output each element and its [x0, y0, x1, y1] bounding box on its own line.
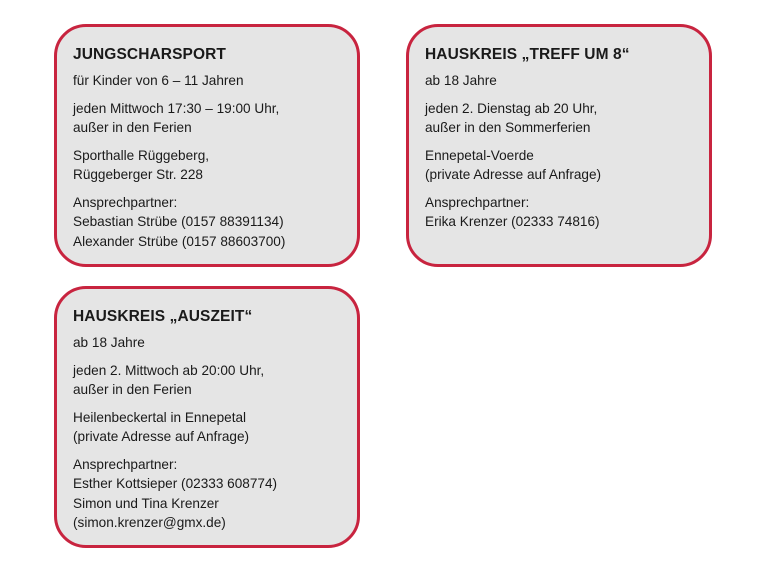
contact-person: Alexander Strübe (0157 88603700)	[73, 233, 286, 249]
schedule-line: jeden 2. Dienstag ab 20 Uhr,	[425, 100, 598, 116]
card-title: JUNGSCHARSPORT	[73, 46, 226, 63]
schedule-line: außer in den Ferien	[73, 382, 192, 397]
contact-info	[73, 193, 341, 252]
contact-info	[425, 193, 693, 232]
contact-heading: Ansprechpartner:	[73, 456, 178, 472]
location-line: Sporthalle Rüggeberg,	[73, 147, 210, 163]
audience-text: ab 18 Jahre	[425, 73, 497, 88]
location-line: (private Adresse auf Anfrage)	[425, 167, 602, 182]
card-hauskreis-auszeit	[54, 286, 360, 548]
location-line: (private Adresse auf Anfrage)	[73, 429, 250, 444]
audience-text: ab 18 Jahre	[73, 335, 145, 350]
schedule-info	[73, 361, 341, 400]
schedule-line: jeden 2. Mittwoch ab 20:00 Uhr,	[73, 362, 265, 378]
contact-email: (simon.krenzer@gmx.de)	[73, 515, 226, 530]
location-info	[425, 146, 693, 185]
contact-heading: Ansprechpartner:	[73, 194, 178, 210]
contact-person: Simon und Tina Krenzer	[73, 495, 219, 511]
schedule-line: außer in den Sommerferien	[425, 120, 591, 135]
card-title: HAUSKREIS „TREFF UM 8“	[425, 46, 630, 63]
contact-person: Esther Kottsieper (02333 608774)	[73, 476, 278, 491]
audience-info	[73, 333, 341, 353]
schedule-info	[73, 99, 341, 138]
schedule-info	[425, 99, 693, 138]
contact-person: Erika Krenzer (02333 74816)	[425, 214, 600, 229]
location-line: Ennepetal-Voerde	[425, 147, 534, 163]
schedule-line: außer in den Ferien	[73, 120, 192, 135]
audience-info	[425, 71, 693, 91]
audience-text: für Kinder von 6 – 11 Jahren	[73, 73, 244, 88]
audience-info	[73, 71, 341, 91]
card-title: HAUSKREIS „AUSZEIT“	[73, 308, 253, 325]
location-line: Heilenbeckertal in Ennepetal	[73, 409, 247, 425]
contact-person: Sebastian Strübe (0157 88391134)	[73, 214, 284, 229]
card-jungscharsport	[54, 24, 360, 267]
schedule-line: jeden Mittwoch 17:30 – 19:00 Uhr,	[73, 100, 280, 116]
location-info	[73, 146, 341, 185]
location-info	[73, 408, 341, 447]
contact-info	[73, 455, 341, 533]
contact-heading: Ansprechpartner:	[425, 194, 530, 210]
card-hauskreis-treff-um-8	[406, 24, 712, 267]
location-line: Rüggeberger Str. 228	[73, 167, 203, 182]
